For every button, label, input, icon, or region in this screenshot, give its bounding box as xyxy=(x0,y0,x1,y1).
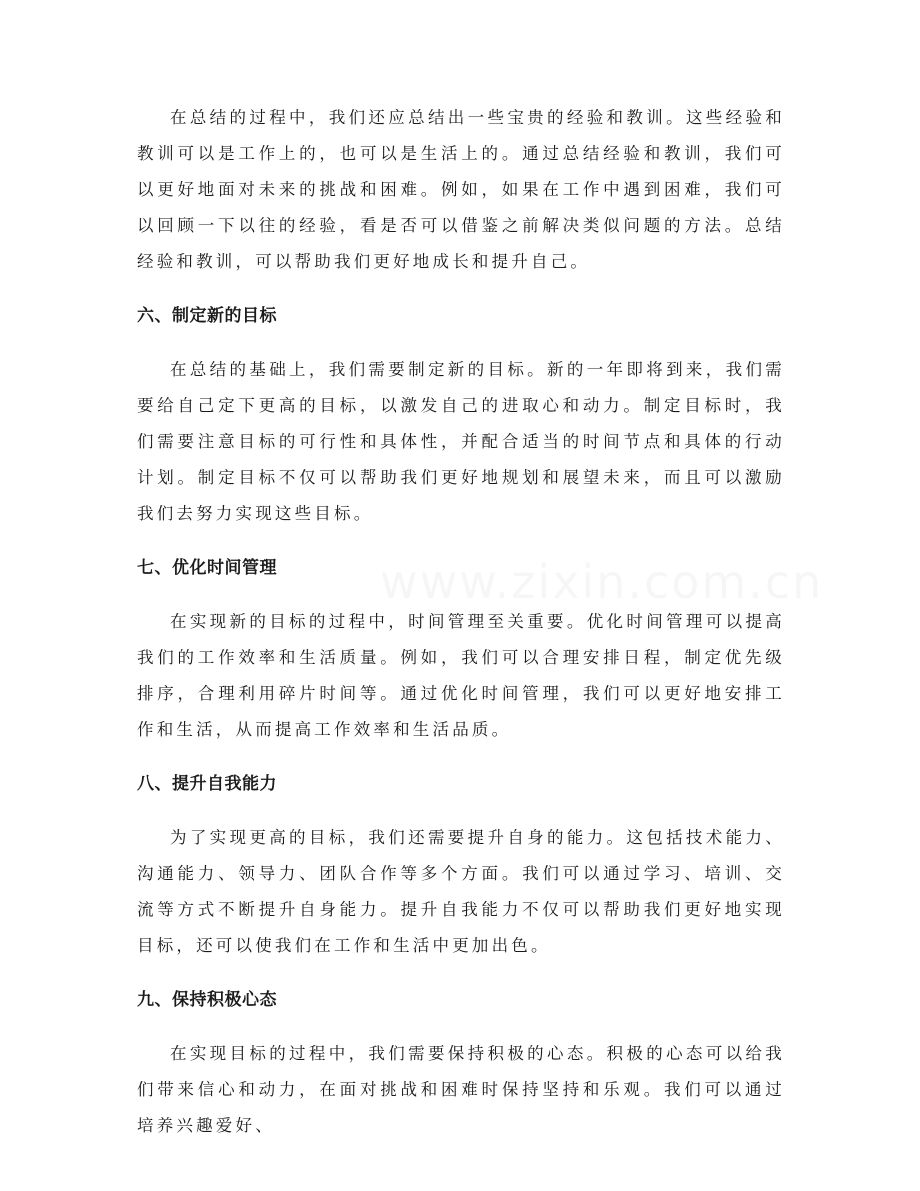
heading-section-6: 六、制定新的目标 xyxy=(137,306,277,326)
paragraph-section-8: 为了实现更高的目标，我们还需要提升自身的能力。这包括技术能力、沟通能力、领导力、团队合作等多个方面。我们可以通过学习、培训、交流等方式不断提升自身能力。提升自我能力不仅可以帮助我们更好地实现目标，还可以使我们在工作和生活中更加出色。 xyxy=(137,828,785,955)
heading-section-7: 七、优化时间管理 xyxy=(137,558,277,578)
paragraph-section-6: 在总结的基础上，我们需要制定新的目标。新的一年即将到来，我们需要给自己定下更高的目标，以激发自己的进取心和动力。制定目标时，我们需要注意目标的可行性和具体性，并配合适当的时间节点和具体的行动计划。制定目标不仅可以帮助我们更好地规划和展望未来，而且可以激励我们去努力实现这些目标。 xyxy=(137,360,785,523)
heading-section-8: 八、提升自我能力 xyxy=(137,774,277,794)
paragraph-section-7: 在实现新的目标的过程中，时间管理至关重要。优化时间管理可以提高我们的工作效率和生活质量。例如，我们可以合理安排日程，制定优先级排序，合理利用碎片时间等。通过优化时间管理，我们可以更好地安排工作和生活，从而提高工作效率和生活品质。 xyxy=(137,612,785,739)
paragraph-section-9: 在实现目标的过程中，我们需要保持积极的心态。积极的心态可以给我们带来信心和动力，在面对挑战和困难时保持坚持和乐观。我们可以通过培养兴趣爱好、 xyxy=(137,1044,785,1135)
heading-section-9: 九、保持积极心态 xyxy=(137,990,277,1010)
document-page xyxy=(137,100,785,1144)
paragraph-intro: 在总结的过程中，我们还应总结出一些宝贵的经验和教训。这些经验和教训可以是工作上的，也可以是生活上的。通过总结经验和教训，我们可以更好地面对未来的挑战和困难。例如，如果在工作中遇到困难，我们可以回顾一下以往的经验，看是否可以借鉴之前解决类似问题的方法。总结经验和教训，可以帮助我们更好地成长和提升自己。 xyxy=(137,108,785,271)
